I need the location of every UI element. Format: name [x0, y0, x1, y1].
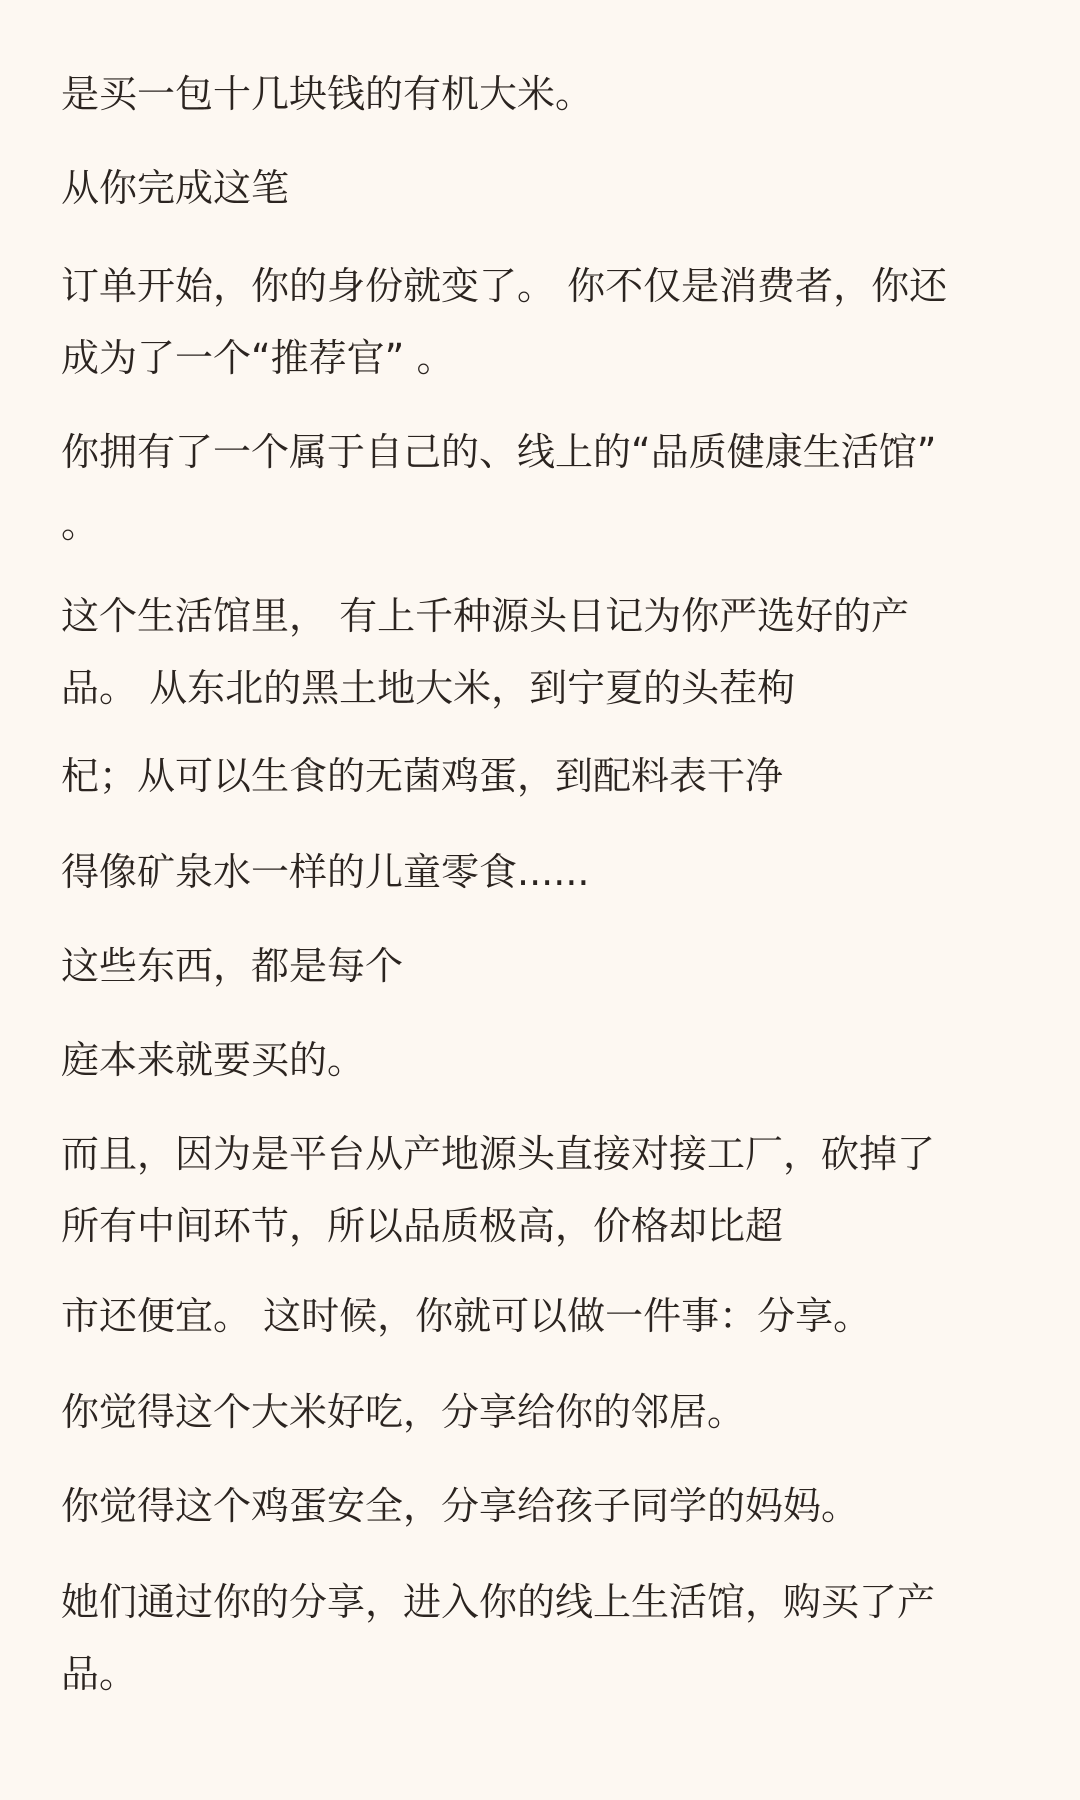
- paragraph: [61, 1024, 1021, 1096]
- text-line: 你觉得这个大米好吃，分享给你的邻居。: [61, 1390, 746, 1434]
- paragraph: [61, 1280, 1021, 1352]
- paragraph: [61, 1376, 1021, 1448]
- paragraph: [61, 1566, 1021, 1710]
- paragraph: [61, 836, 1021, 908]
- text-line: 杞；从可以生食的无菌鸡蛋，到配料表干净: [61, 754, 784, 798]
- text-line: 品。 从东北的黑土地大米，到宁夏的头茬枸: [61, 666, 796, 710]
- text-line: 她们通过你的分享，进入你的线上生活馆，购买了产: [61, 1580, 936, 1624]
- paragraph: [61, 416, 1021, 560]
- text-line: 这些东西，都是每个: [61, 944, 404, 988]
- paragraph: [61, 58, 1021, 130]
- text-line: 品。: [61, 1652, 138, 1696]
- text-line: 。: [61, 502, 100, 546]
- text-line: 你拥有了一个属于自己的、线上的“品质健康生活馆”: [61, 430, 937, 474]
- text-line: 是买一包十几块钱的有机大米。: [61, 72, 594, 116]
- paragraph: [61, 1118, 1021, 1262]
- paragraph: [61, 580, 1021, 724]
- text-line: 市还便宜。 这时候，你就可以做一件事：分享。: [61, 1294, 872, 1338]
- paragraph: [61, 930, 1021, 1002]
- text-line: 得像矿泉水一样的儿童零食......: [61, 850, 590, 894]
- paragraph: [61, 152, 1021, 224]
- text-line: 你觉得这个鸡蛋安全，分享给孩子同学的妈妈。: [61, 1484, 860, 1528]
- text-line: 这个生活馆里， 有上千种源头日记为你严选好的产: [61, 594, 910, 638]
- text-line: 所有中间环节，所以品质极高，价格却比超: [61, 1204, 784, 1248]
- paragraph: [61, 740, 1021, 812]
- text-line: 成为了一个“推荐官” 。: [61, 336, 455, 380]
- text-line: 庭本来就要买的。: [61, 1038, 366, 1082]
- text-line: 从你完成这笔: [61, 166, 290, 210]
- text-line: 而且，因为是平台从产地源头直接对接工厂，砍掉了: [61, 1132, 936, 1176]
- text-line: 订单开始，你的身份就变了。 你不仅是消费者，你还: [61, 264, 948, 308]
- paragraph: [61, 250, 1021, 394]
- paragraph: [61, 1470, 1021, 1542]
